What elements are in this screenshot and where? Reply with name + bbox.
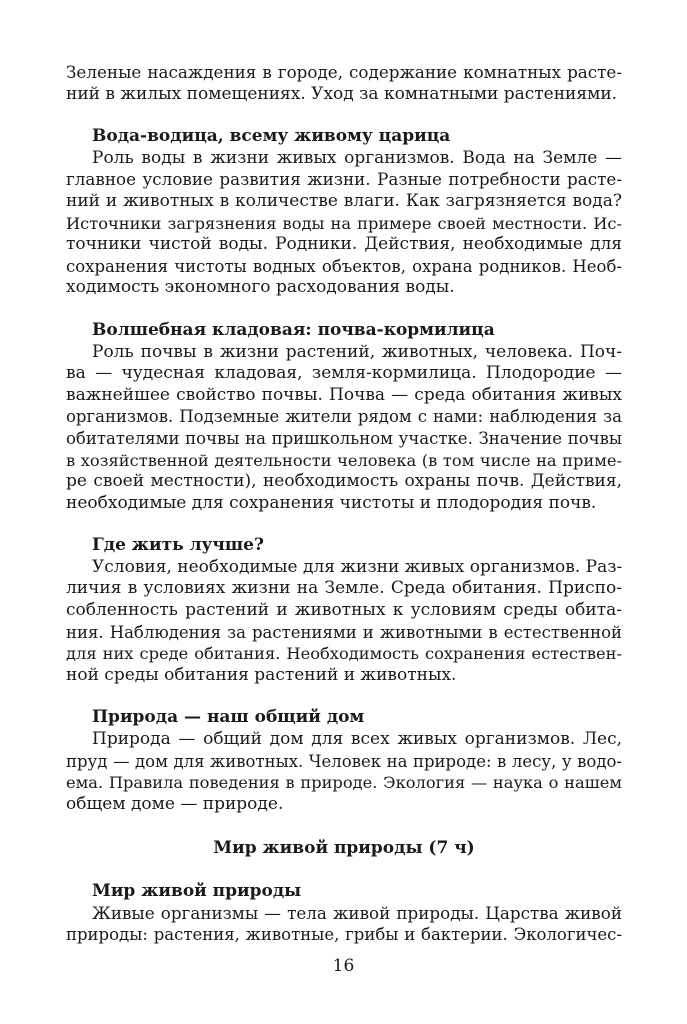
section-heading: Волшебная кладовая: почва-кормилица <box>92 319 495 340</box>
chapter-title: Мир живой природы (7 ч) <box>213 838 475 859</box>
text-line: точники чистой воды. Родники. Действия, необходимые для <box>66 234 622 255</box>
section-habitat <box>66 535 622 686</box>
section-heading: Мир живой природы <box>92 881 302 901</box>
text-line: Живые организмы — тела живой природы. Царства живой <box>92 902 622 923</box>
text-line: Роль воды в жизни живых организмов. Вода на Земле — <box>92 147 622 168</box>
text-line: Зеленые насаждения в городе, содержание комнатных расте- <box>66 62 622 82</box>
section-heading: Вода-водица, всему живому царица <box>92 126 451 147</box>
text-line: Природа — общий дом для всех живых организмов. Лес, <box>92 729 622 750</box>
text-line: обитателями почвы на пришкольном участке. Значение почвы <box>66 428 622 448</box>
text-line: ний и животных в количестве влаги. Как загрязняется вода? <box>66 190 622 211</box>
text-line: в хозяйственной деятельности человека (в том числе на приме- <box>66 450 622 470</box>
intro-paragraph <box>66 62 622 105</box>
section-living-world <box>66 881 622 946</box>
section-soil <box>66 320 622 514</box>
text-line: для них среде обитания. Необходимость сохранения естествен- <box>66 644 622 664</box>
page-number: 16 <box>332 956 355 976</box>
text-line: необходимые для сохранения чистоты и плодородия почв. <box>66 492 597 513</box>
section-heading: Где жить лучше? <box>92 535 264 556</box>
text-line: главное условие развития жизни. Разные потребности расте- <box>66 169 622 190</box>
section-nature-home <box>66 707 622 815</box>
text-line: Условия, необходимые для жизни живых организмов. Раз- <box>92 556 623 577</box>
text-line: ний в жилых помещениях. Уход за комнатными растениями. <box>66 83 618 104</box>
text-line: ре своей местности), необходимость охраны почв. Действия, <box>66 471 622 492</box>
text-line: Источники загрязнения воды на примере своей местности. Ис- <box>66 213 622 233</box>
text-line: собленность растений и животных к условиям среды обита- <box>66 600 622 621</box>
section-heading: Природа — наш общий дом <box>92 707 365 728</box>
text-line: ема. Правила поведения в природе. Экология — наука о нашем <box>66 773 622 793</box>
text-line: важнейшее свойство почвы. Почва — среда обитания живых <box>66 384 622 405</box>
page-body <box>66 62 622 946</box>
text-line: общем доме — природе. <box>66 793 284 814</box>
text-line: ва — чудесная кладовая, земля-кормилица. Плодородие — <box>66 363 622 384</box>
text-line: ходимость экономного расходования воды. <box>66 277 455 298</box>
section-water <box>66 126 622 299</box>
text-line: личия в условиях жизни на Земле. Среда обитания. Приспо- <box>66 578 622 599</box>
text-line: сохранения чистоты водных объектов, охрана родников. Необ- <box>66 256 622 276</box>
text-line: ной среды обитания растений и животных. <box>66 664 457 685</box>
text-line: пруд — дом для животных. Человек на природе: в лесу, у водо- <box>66 751 622 771</box>
text-line: ния. Наблюдения за растениями и животными в естественной <box>66 622 622 642</box>
text-line: Роль почвы в жизни растений, животных, человека. Поч- <box>92 341 622 362</box>
text-line: организмов. Подземные жители рядом с нами: наблюдения за <box>66 407 622 427</box>
text-line: природы: растения, животные, грибы и бактерии. Экологичес- <box>66 925 622 945</box>
